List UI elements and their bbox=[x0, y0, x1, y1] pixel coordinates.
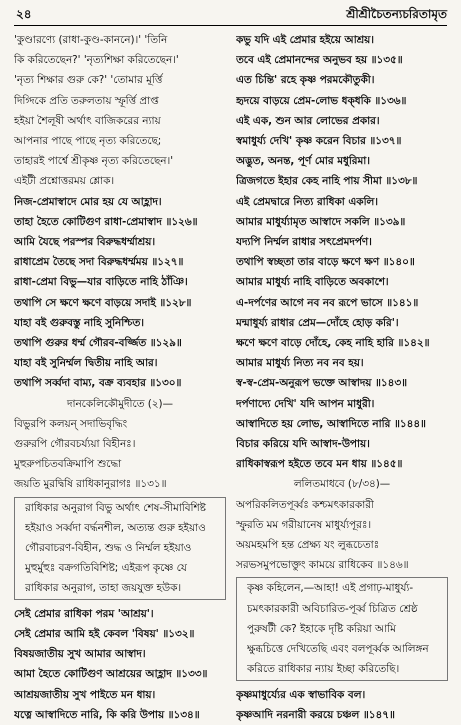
commentary-line: করিতে রাধিকার ন্যায় ইচ্ছা করিতেছি। bbox=[247, 663, 400, 676]
verse-line: অদ্ভুত, অনন্ত, পূর্ণ মোর মধুরিমা। bbox=[236, 155, 370, 168]
verse-line: কৃষ্ণআদি নরনারী করয়ে চঞ্চল ॥১৪৭॥ bbox=[236, 708, 395, 721]
verse-line: তথাপি সর্ব্বদা বাম্য, বক্র ব্যবহার ॥১৩০॥ bbox=[14, 377, 182, 390]
verse-line: যাহা বই সুনির্ম্মল দ্বিতীয় নাহি আর। bbox=[14, 357, 158, 370]
verse-line: এ-দর্পণের আগে নব নব রূপে ভাসে ॥১৪১॥ bbox=[236, 296, 419, 309]
commentary-box bbox=[14, 497, 226, 600]
source-heading: দানকেলিকৌমুদীতে (২)— bbox=[67, 397, 173, 410]
verse-line: তবে এই প্রেমানন্দের অনুভব হয় ॥১৩৫॥ bbox=[236, 54, 403, 67]
sanskrit-line: বিভুরপি কলয়ন্ সদাভিবৃদ্ধিং bbox=[14, 417, 128, 430]
sanskrit-line: অপরিকলিতপূর্ব্বঃ কশ্চমৎকারকারী bbox=[236, 498, 374, 511]
commentary-box bbox=[236, 577, 448, 680]
verse-line: এত চিন্তি' রহে কৃষ্ণ পরমকৌতুকী। bbox=[236, 74, 375, 87]
verse-line: আশ্রয়জাতীয় সুখ পাইতে মন ধায়। bbox=[14, 688, 156, 701]
text-line: আপনার পাছে পাছে নৃত্য করিতেছে; bbox=[14, 135, 162, 148]
verse-line: কভু যদি এই প্রেমার হইয়ে আশ্রয়। bbox=[236, 34, 374, 46]
page-header bbox=[16, 6, 447, 26]
commentary-line: কৃষ্ণ কহিলেন,—আহা! এই প্রগাঢ়-মাধুর্য্য- bbox=[247, 582, 414, 595]
verse-line: আমা হৈতে কোটিগুণ আশ্রয়ের আহ্লাদ ॥১৩৩॥ bbox=[14, 668, 208, 681]
text-line: এইটী প্রশ্নোত্তরময় শ্লোক। bbox=[14, 175, 115, 188]
verse-line: এই প্রেমদ্বারে নিত্য রাধিকা একলি। bbox=[236, 195, 378, 208]
verse-line: বিষয়জাতীয় সুখ আমার আস্বাদ। bbox=[14, 648, 146, 661]
verse-line: কৃষ্ণমাধুর্য্যের এক স্বাভাবিক বল। bbox=[236, 688, 366, 701]
sanskrit-line: মুহুরুপচিতবক্রিমাপি শুদ্ধো bbox=[14, 458, 122, 471]
verse-line: সেই প্রেমার আমি হই কেবল 'বিষয়' ॥১৩২॥ bbox=[14, 627, 195, 640]
verse-line: আমি যৈছে পরস্পর বিরুদ্ধধর্ম্মাশ্রয়। bbox=[14, 236, 156, 249]
commentary-line: চমৎকারকারী অবিচারিত-পূর্ব্ব চিত্রিত শ্রেষ্ঠ bbox=[247, 602, 418, 615]
commentary-line: মুহুর্মুহুঃ বক্রগতিবিশিষ্ট; এইরূপ কৃষ্ণে যে bbox=[25, 562, 187, 575]
sanskrit-line: জয়তি মুরদ্বিষি রাধিকানুরাগঃ ॥১৩১॥ bbox=[14, 478, 167, 491]
source-heading: ললিতমাধবে (৮/৩৪)— bbox=[293, 478, 391, 491]
verse-line: দর্পণাদ্যে দেখি' যদি আপন মাধুরী। bbox=[236, 397, 375, 410]
left-column bbox=[14, 30, 226, 725]
verse-line: বিচার করিয়ে যদি আস্বাদ-উপায়। bbox=[236, 438, 370, 451]
verse-line: আমার মাধুর্য্য নাহি বাড়িতে অবকাশে। bbox=[236, 276, 389, 289]
verse-line: আস্বাদিতে হয় লোভ, আস্বাদিতে নারি ॥১৪৪॥ bbox=[236, 417, 426, 430]
text-line: 'কুণ্ডারণ্যে (রাধা-কুণ্ড-কাননে)।' 'তিনি bbox=[14, 34, 168, 46]
commentary-line: রাধিকার অনুরাগ, তাহা জয়যুক্ত হউক। bbox=[25, 582, 182, 595]
verse-line: রাধিকাস্বরূপ হইতে তবে মন ধায় ॥১৪৫॥ bbox=[236, 458, 403, 471]
header-rule bbox=[14, 25, 447, 26]
commentary-line: পুরুষটী কে? ইহাকে দৃষ্টি করিয়া আমি bbox=[247, 622, 396, 635]
verse-line: স্ব-স্ব-প্রেম-অনুরূপ ভক্তে আস্বাদয় ॥১৪৩॥ bbox=[236, 377, 408, 390]
verse-line: স্বমাধুর্য্য দেখি' কৃষ্ণ করেন বিচার ॥১৩৭॥ bbox=[236, 135, 402, 148]
commentary-line: ক্ষুব্ধচিত্তে দেখিতেছি এবং বলপূর্ব্বক আলিঙ্গন bbox=[247, 643, 429, 656]
verse-line: আমার মাধুর্য্যামৃত আস্বাদে সকলি ॥১৩৯॥ bbox=[236, 215, 406, 228]
verse-line: রাধা-প্রেমা বিভু—যার বাড়িতে নাহি ঠাঁঞি। bbox=[14, 276, 188, 289]
text-line: কি করিতেছেন?' 'নৃত্যশিক্ষা করিতেছেন।' bbox=[14, 54, 179, 67]
book-title: শ্রীশ্রীচৈতন্যচরিতামৃত bbox=[346, 7, 447, 21]
text-line: তাহারই পার্শ্বে শ্রীকৃষ্ণ নৃত্য করিতেছেন।' bbox=[14, 155, 174, 168]
verse-line: মন্মাধুর্য্য রাধার প্রেম—দোঁহে হোড় করি'। bbox=[236, 316, 399, 329]
verse-line: তাহা হৈতে কোটিগুণ রাধা-প্রেমাস্বাদ ॥১২৬॥ bbox=[14, 215, 198, 228]
verse-line: হৃদয়ে বাড়য়ে প্রেম-লোভ ধক্ধকি ॥১৩৬॥ bbox=[236, 94, 407, 107]
verse-line: যদ্যপি নির্ম্মল রাধার সৎপ্রেমদর্পণ। bbox=[236, 236, 372, 249]
sanskrit-line: স্ফুরতি মম গরীয়ানেষ মাধুর্য্যপূরঃ। bbox=[236, 518, 372, 531]
verse-line: রাধাপ্রেম তৈছে সদা বিরুদ্ধধর্ম্মময় ॥১২৭॥ bbox=[14, 256, 184, 269]
commentary-line: গৌরবাচরণ-বিহীন, শুদ্ধ ও নির্ম্মল হইয়াও bbox=[25, 542, 192, 555]
text-line: দিগ্দিকে প্রতি তরুলতায় স্ফূর্ত্তি প্রাপ্ত bbox=[14, 94, 159, 107]
verse-line: নিজ-প্রেমাস্বাদে মোর হয় যে আহ্লাদ। bbox=[14, 195, 162, 208]
verse-line: যাহা বই গুরুবস্তু নাহি সুনিশ্চিত। bbox=[14, 316, 144, 329]
verse-line: তথাপি গুরুর ধর্ম্ম গৌরব-বর্জ্জিত ॥১২৯॥ bbox=[14, 337, 182, 350]
verse-line: ক্ষণে ক্ষণে বাড়ে দোঁহে, কেহ নাহি হারি ॥১৪২॥ bbox=[236, 337, 430, 350]
right-column bbox=[236, 30, 448, 725]
verse-line: ত্রিজগতে ইহার কেহ নাহি পায় সীমা ॥১৩৮॥ bbox=[236, 175, 418, 188]
verse-line: আমার মাধুর্য্য নিত্য নব নব হয়। bbox=[236, 357, 364, 370]
sanskrit-line: অয়মহমপি হন্ত প্রেক্ষ্য যং লুব্ধচেতাঃ bbox=[236, 539, 380, 552]
verse-line: এই এক, শুন আর লোভের প্রকার। bbox=[236, 114, 380, 127]
text-line: 'নৃত্য শিক্ষার গুরু কে?' 'তোমার মূর্ত্তি bbox=[14, 74, 163, 87]
verse-line: তথাপি স্বচ্ছতা তার বাড়ে ক্ষণে ক্ষণ ॥১৪০॥ bbox=[236, 256, 415, 269]
verse-line: যত্নে আস্বাদিতে নারি, কি করি উপায় ॥১৩৪॥ bbox=[14, 708, 200, 721]
verse-line: সেই প্রেমার রাধিকা পরম 'আশ্রয়'। bbox=[14, 607, 154, 620]
text-line: হইয়া শৈলূষী অর্থাৎ বাজিকরের ন্যায় bbox=[14, 114, 161, 127]
verse-line: তথাপি সে ক্ষণে ক্ষণে বাড়য়ে সদাই ॥১২৮॥ bbox=[14, 296, 192, 309]
sanskrit-line: গুরুরপি গৌরবচর্য্যয়া বিহীনঃ। bbox=[14, 438, 136, 451]
commentary-line: হইয়াও সর্ব্বদা বর্দ্ধনশীল, অত্যন্ত গুরু হইয়াও bbox=[25, 521, 206, 534]
sanskrit-line: সরভসমুপভোক্তুং কাময়ে রাধিকেব ॥১৪৬॥ bbox=[236, 559, 409, 572]
page-number: ২৪ bbox=[16, 7, 32, 21]
commentary-line: রাধিকার অনুরাগ বিভু অর্থাৎ শেষ-সীমাবিশিষ্ট bbox=[25, 501, 206, 514]
